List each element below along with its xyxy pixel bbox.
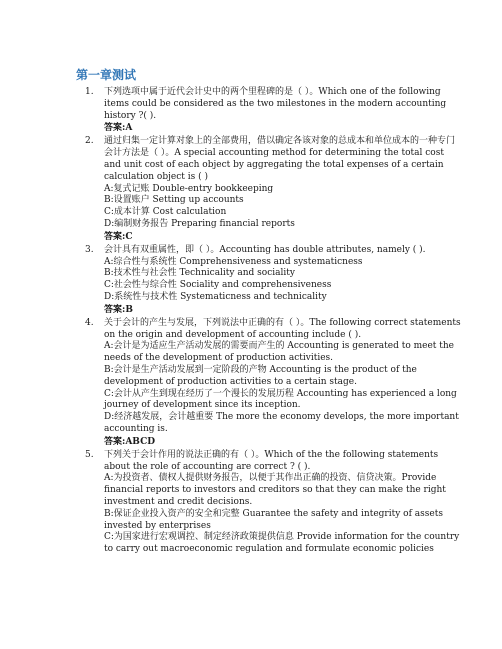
question-item (76, 318, 462, 448)
answer-option: B:保证企业投入资产的安全和完整 Guarantee the safety and integrity of assets invested by enterprises (104, 508, 443, 531)
answer-option: B:会计是生产活动发展到一定阶段的产物 Accounting is the product of the development of production activities to a certain stage. (104, 364, 417, 387)
answer-option: B:设置账户 Setting up accounts (104, 195, 244, 206)
question-text: 下列选项中属于近代会计史中的两个里程碑的是（ ）。Which one of the following items could be considered as the two milestones in the modern accounting history ?( ). (104, 87, 447, 121)
answer-option: A:会计是为适应生产活动发展的需要而产生的 Accounting is generated to meet the needs of the development of production activities. (104, 341, 454, 364)
question-number: 4. (85, 317, 94, 328)
answer-key: 答案:A (104, 123, 133, 134)
answer-key: 答案:B (104, 304, 133, 315)
question-number: 2. (85, 136, 94, 147)
question-item (76, 87, 462, 134)
answer-option: C:成本计算 Cost calculation (104, 207, 227, 218)
answer-key: 答案:ABCD (104, 436, 156, 447)
answer-option: C:社会性与综合性 Sociality and comprehensiveness (104, 280, 332, 291)
question-number: 1. (85, 87, 94, 97)
question-number: 5. (85, 449, 94, 460)
answer-option: A:为投资者、债权人提供财务报告，以便于其作出正确的投资、信贷决策。Provide financial reports to investors and creditors so that they can make the right investment and credit decisions. (104, 473, 446, 507)
question-list (76, 87, 462, 556)
answer-option: D:编制财务报告 Preparing financial reports (104, 218, 295, 229)
answer-option: A:复式记账 Double-entry bookkeeping (104, 183, 274, 194)
question-number: 3. (85, 244, 94, 255)
question-text: 下列关于会计作用的说法正确的有（ ）。Which of the the following statements about the role of accounting are correct ? ( ). (104, 449, 439, 472)
question-item (76, 450, 462, 556)
question-item (76, 136, 462, 242)
answer-option: C:会计从产生到现在经历了一个漫长的发展历程 Accounting has experienced a long journey of development since its inception. (104, 388, 457, 411)
answer-option: D:系统性与技术性 Systematicness and technicality (104, 291, 327, 302)
answer-option: A:综合性与系统性 Comprehensiveness and systematicness (104, 256, 363, 267)
question-text: 通过归集一定计算对象上的全部费用，借以确定各该对象的总成本和单位成本的一种专门会计方法是（ ）。A special accounting method for determining the total cost and unit cost of each object by aggregating the total expenses of a certain calculation object is ( ) (104, 136, 456, 182)
answer-option: C:为国家进行宏观调控、制定经济政策提供信息 Provide information for the country to carry out macroeconomic regulation and formulate economic policies (104, 532, 460, 555)
question-text: 关于会计的产生与发展，下列说法中正确的有（ ）。The following correct statements on the origin and development of accounting include ( ). (104, 317, 461, 340)
answer-option: B:技术性与社会性 Technicality and sociality (104, 268, 295, 279)
answer-option: D:经济越发展，会计越重要 The more the economy develops, the more important accounting is. (104, 412, 459, 434)
question-text: 会计具有双重属性，即（ ）。Accounting has double attributes, namely ( ). (104, 244, 426, 255)
question-item (76, 245, 462, 316)
chapter-title: 第一章测试 (76, 68, 137, 82)
answer-key: 答案:C (104, 231, 133, 242)
